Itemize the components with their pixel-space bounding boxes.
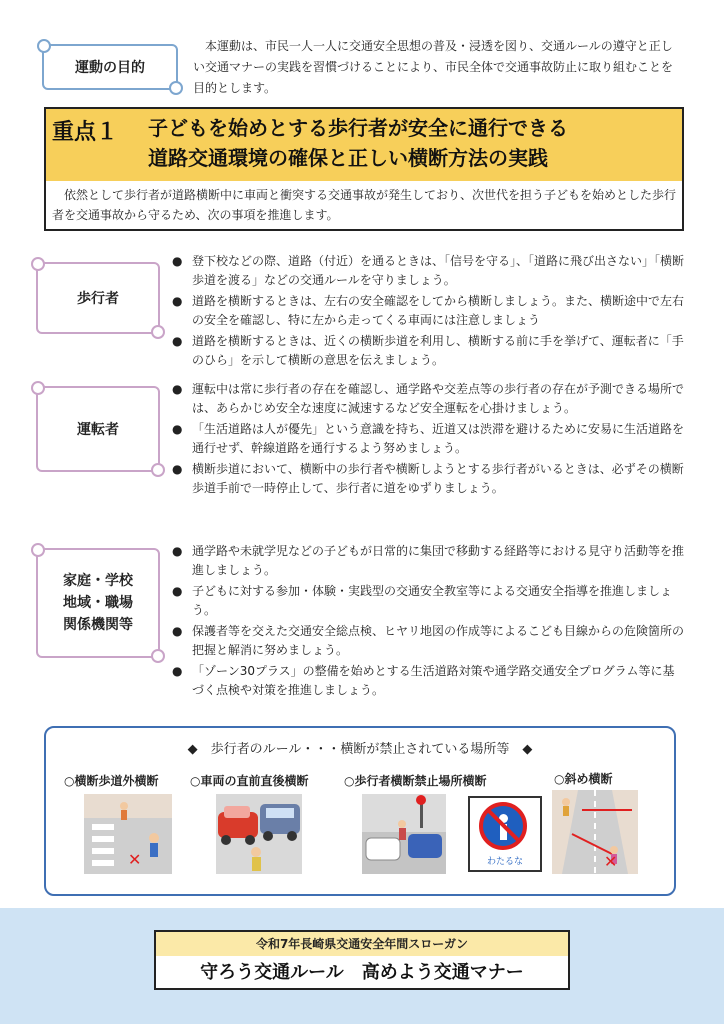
no-pedestrian-crossing-sign xyxy=(468,796,542,872)
sign-text: わたるな xyxy=(486,857,523,867)
vehicles-image xyxy=(216,794,302,874)
pedestrian-list xyxy=(172,252,684,372)
slogan-box xyxy=(154,930,570,990)
list-item xyxy=(172,420,684,458)
illustration-diagonal-crossing xyxy=(552,790,638,874)
list-item-text: 道路を横断するときは、左右の安全確認をしてから横断しましょう。また、横断途中で左右の安全を確認し、特に左から走ってくる車両には注意しましょう xyxy=(192,294,685,327)
list-item-text: 「ゾーン30プラス」の整備を始めとする生活道路対策や通学路交通安全プログラム等に基づく点検や対策を推進しましょう。 xyxy=(192,664,675,697)
driver-list xyxy=(172,380,684,500)
slogan-heading: 令和7年長崎県交通安全年間スローガン xyxy=(156,932,568,956)
illustration-front-behind-vehicle xyxy=(216,794,302,874)
community-list xyxy=(172,542,684,702)
list-item-text: 横断歩道において、横断中の歩行者や横断しようとする歩行者がいるときは、必ずその横断歩道手前で一時停止して、歩行者に道をゆずりましょう。 xyxy=(192,462,684,495)
bullet-icon: ● xyxy=(172,462,183,476)
bullet-icon: ● xyxy=(172,382,183,396)
list-item-text: 登下校などの際、道路（付近）を通るときは、「信号を守る」、「道路に飛び出さない」「横断歩道を渡る」などの交通ルールを守りましょう。 xyxy=(192,254,685,287)
case-label-no-crossing-zone: ○歩行者横断禁止場所横断 xyxy=(344,774,487,788)
list-item xyxy=(172,542,684,580)
list-item-text: 通学路や未就学児などの子どもが日常的に集団で移動する経路等における見守り活動等を推進しましょう。 xyxy=(192,544,685,577)
illustration-outside-crosswalk xyxy=(84,794,172,874)
section-label-text: 歩行者 xyxy=(77,291,119,307)
list-item xyxy=(172,460,684,498)
section-label-line: 地域・職場 xyxy=(63,595,133,611)
purpose-label xyxy=(42,44,178,90)
rules-title: ◆ 歩行者のルール・・・横断が禁止されている場所等 ◆ xyxy=(187,742,533,757)
cross-mark-icon: ✕ xyxy=(604,852,618,871)
case-label-outside-crosswalk: ○横断歩道外横断 xyxy=(64,774,159,788)
list-item xyxy=(172,662,684,700)
list-item-text: 運転中は常に歩行者の存在を確認し、通学路や交差点等の歩行者の存在が予測できる場所では、あらかじめ安全な速度に減速するなど安全運転を心掛けましょう。 xyxy=(192,382,685,415)
bullet-icon: ● xyxy=(172,422,183,436)
bullet-icon: ● xyxy=(172,294,183,308)
bullet-icon: ● xyxy=(172,624,183,638)
list-item xyxy=(172,292,684,330)
purpose-text: 本運動は、市民一人一人に交通安全思想の普及・浸透を図り、交通ルールの遵守と正しい交通マナーの実践を習慣づけることにより、市民全体で交通事故防止に取り組むことを目的とします。 xyxy=(193,39,674,95)
bullet-icon: ● xyxy=(172,544,183,558)
list-item xyxy=(172,380,684,418)
priority-title-line1: 子どもを始めとする歩行者が安全に通行できる xyxy=(148,116,568,140)
bullet-icon: ● xyxy=(172,334,183,348)
section-label-line: 関係機関等 xyxy=(63,617,133,633)
case-label-front-behind-vehicle: ○車両の直前直後横断 xyxy=(190,774,309,788)
section-label-pedestrian xyxy=(36,262,160,334)
list-item-text: 「生活道路は人が優先」という意識を持ち、近道又は渋滞を避けるために安易に生活道路を通行せず、幹線道路を通行するよう努めましょう。 xyxy=(192,422,685,455)
list-item-text: 子どもに対する参加・体験・実践型の交通安全教室等による交通安全指導を推進しましょう。 xyxy=(192,584,673,617)
list-item-text: 道路を横断するときは、近くの横断歩道を利用し、横断する前に手を挙げて、運転者に「手のひら」を示して横断の意思を伝えましょう。 xyxy=(192,334,684,367)
illustration-no-crossing-zone xyxy=(362,794,446,874)
section-label-community xyxy=(36,548,160,658)
purpose-label-text: 運動の目的 xyxy=(75,60,145,76)
list-item xyxy=(172,252,684,290)
priority-title-line2: 道路交通環境の確保と正しい横断方法の実践 xyxy=(148,146,548,170)
priority-box xyxy=(44,107,684,231)
cross-mark-icon: ✕ xyxy=(128,850,142,869)
sign-prohibition-icon xyxy=(479,802,527,850)
bullet-icon: ● xyxy=(172,584,183,598)
section-label-text: 運転者 xyxy=(77,422,119,438)
slogan-text: 守ろう交通ルール 高めよう交通マナー xyxy=(200,962,524,983)
priority-number: 重点１ xyxy=(52,120,119,145)
section-label-line: 家庭・学校 xyxy=(63,573,133,589)
diagonal-road-image xyxy=(552,790,638,874)
bullet-icon: ● xyxy=(172,664,183,678)
case-label-diagonal-crossing: ○斜め横断 xyxy=(554,772,613,786)
list-item-text: 保護者等を交えた交通安全総点検、ヒヤリ地図の作成等によるこども目線からの危険箇所の把握と解消に努めましょう。 xyxy=(192,624,685,657)
bullet-icon: ● xyxy=(172,254,183,268)
list-item xyxy=(172,622,684,660)
pedestrian-rules-box xyxy=(44,726,676,896)
section-label-text xyxy=(63,570,133,636)
list-item xyxy=(172,332,684,370)
priority-title xyxy=(148,113,668,173)
list-item xyxy=(172,582,684,620)
priority-body: 依然として歩行者が道路横断中に車両と衝突する交通事故が発生しており、次世代を担う子どもを始めとした歩行者を交通事故から守るため、次の事項を推進します。 xyxy=(52,188,677,222)
intersection-image xyxy=(362,794,446,874)
priority-header xyxy=(46,109,682,181)
section-label-driver xyxy=(36,386,160,472)
